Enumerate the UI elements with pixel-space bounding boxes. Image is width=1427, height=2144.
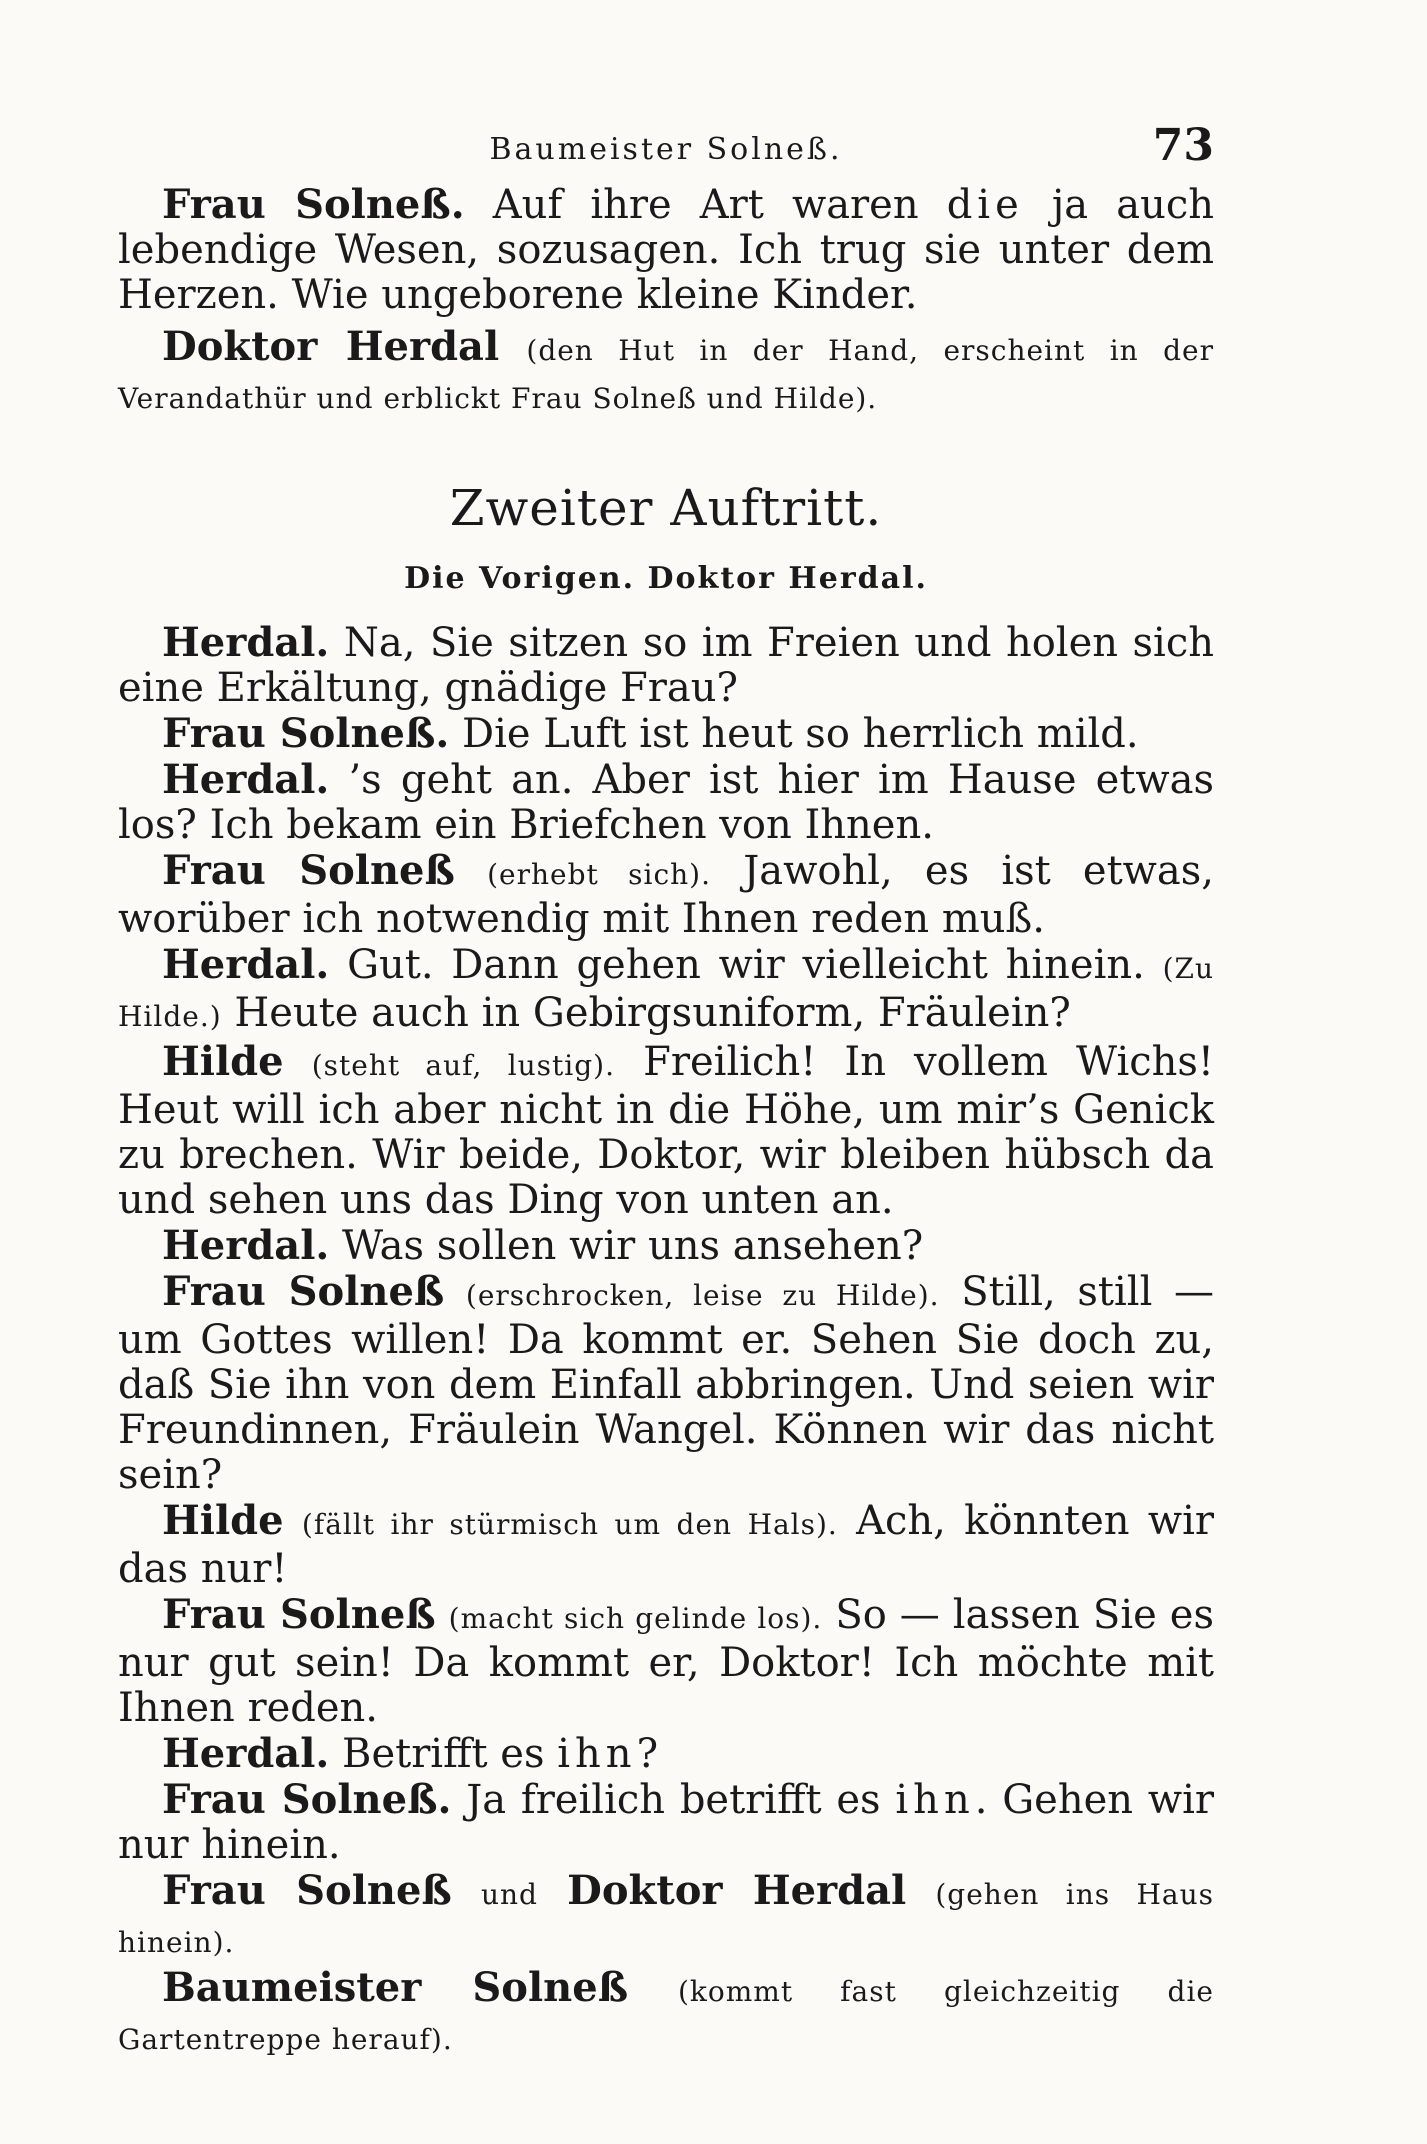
dialogue-paragraph [118, 620, 1214, 711]
book-page [118, 120, 1214, 2062]
speaker-name: Frau Solneß [162, 1591, 436, 1638]
speaker-name: Herdal. [162, 941, 330, 988]
dialogue-paragraph [118, 1223, 1214, 1269]
dialogue-paragraph [118, 1269, 1214, 1498]
speaker-name: Herdal. [162, 1730, 330, 1777]
dialogue-text: ? [636, 1731, 659, 1777]
emphasized-word: ihn [895, 1777, 975, 1823]
dialogue-text: So — lassen Sie es nur gut sein! Da kommt er, Doktor! Ich möchte mit Ihnen reden. [118, 1592, 1214, 1731]
dialogue-paragraph [118, 324, 1214, 421]
stage-direction: (erschrocken, leise zu Hilde). [465, 1279, 940, 1312]
speaker-name: Frau Solneß. [162, 710, 450, 757]
running-title: Baumeister Solneß. [489, 132, 843, 167]
dialogue-paragraph [118, 1731, 1214, 1777]
running-head [118, 120, 1214, 176]
dialogue-paragraph [118, 1498, 1214, 1592]
dialogue-paragraph [118, 1592, 1214, 1731]
dialogue-paragraph [118, 942, 1214, 1039]
dialogue-paragraph [118, 1777, 1214, 1868]
speaker-name: Frau Solneß. [162, 1776, 452, 1823]
dialogue-text: Die Luft ist heut so herrlich mild. [462, 711, 1139, 757]
dialogue-text: Betrifft es [342, 1731, 558, 1777]
stage-direction: (den Hut in der Hand, erscheint in der Verandathür und erblickt Frau Solneß und Hilde). [118, 334, 1214, 415]
dialogue-paragraph [118, 757, 1214, 848]
stage-direction: (steht auf, lustig). [311, 1049, 616, 1082]
dialogue-paragraph [118, 711, 1214, 757]
dialogue-text: Jawohl, es ist etwas, worüber ich notwendig mit Ihnen reden muß. [118, 848, 1214, 942]
dialogue-paragraph [118, 1965, 1214, 2062]
stage-direction: (macht sich gelinde los). [448, 1602, 823, 1635]
stage-direction: (kommt fast gleichzeitig die Gartentreppe herauf). [118, 1975, 1215, 2056]
page-number: 73 [1152, 120, 1214, 171]
dialogue-text: Ja freilich betrifft es [466, 1777, 896, 1823]
dialogue-text: Heute auch in Gebirgsuniform, Fräulein? [234, 990, 1071, 1036]
dialogue-paragraph [118, 1868, 1214, 1965]
dialogue-text: Na, Sie sitzen so im Freien und holen sich eine Erkältung, gnädige Frau? [118, 620, 1215, 711]
dialogue-text: ’s geht an. Aber ist hier im Hause etwas los? Ich bekam ein Briefchen von Ihnen. [118, 757, 1215, 848]
stage-direction: (erhebt sich). [487, 858, 712, 891]
speaker-name: Hilde [162, 1497, 284, 1544]
speaker-name: Frau Solneß [162, 847, 455, 894]
dialogue-text: Auf ihre Art waren [492, 182, 947, 228]
stage-direction: (gehen ins Haus hinein). [118, 1878, 1214, 1959]
emphasized-word: ihn [557, 1731, 637, 1777]
dialogue-text: . Gehen wir nur hinein. [118, 1777, 1215, 1868]
speaker-name: Herdal. [162, 619, 330, 666]
dialogue-text: ja auch lebendige Wesen, sozusagen. Ich trug sie unter dem Herzen. Wie ungeborene kleine Kinder. [118, 182, 1214, 318]
dialogue-text: Was sollen wir uns ansehen? [342, 1223, 924, 1269]
dialogue-text: Still, still — um Gottes willen! Da kommt er. Sehen Sie doch zu, daß Sie ihn von dem Einfall abbringen. Und seien wir Freundinnen, Fräulein Wangel. Können wir das nicht sein? [118, 1269, 1214, 1498]
speaker-name: Baumeister Solneß [162, 1964, 629, 2011]
speaker-name: Herdal. [162, 756, 330, 803]
speaker-name: Frau Solneß [162, 1867, 452, 1914]
speaker-name: Frau Solneß [162, 1268, 445, 1315]
dialogue-text: Ach, könnten wir das nur! [118, 1498, 1214, 1592]
speaker-name: Doktor Herdal [162, 323, 500, 370]
dialogue-text: Freilich! In vollem Wichs! Heut will ich aber nicht in die Höhe, um mir’s Genick zu brechen. Wir beide, Doktor, wir bleiben hübsch da und sehen uns das Ding von unten an. [118, 1039, 1214, 1223]
dialogue-paragraph [118, 182, 1214, 318]
scene-persons: Die Vorigen. Doktor Herdal. [404, 561, 928, 596]
emphasized-word: die [946, 182, 1024, 228]
dialogue-paragraph [118, 1039, 1214, 1223]
speaker-name: Hilde [162, 1038, 284, 1085]
scene-heading: Zweiter Auftritt. [449, 479, 883, 537]
dialogue-text: Gut. Dann gehen wir vielleicht hinein. [347, 942, 1145, 988]
connector-word: und [480, 1878, 538, 1911]
dialogue-paragraph [118, 848, 1214, 942]
stage-direction: (Zu Hilde.) [118, 952, 1215, 1033]
speaker-name: Frau Solneß. [162, 181, 465, 228]
speaker-name: Herdal. [162, 1222, 330, 1269]
stage-direction: (fällt ihr stürmisch um den Hals). [301, 1508, 838, 1541]
speaker-name: Doktor Herdal [567, 1867, 907, 1914]
